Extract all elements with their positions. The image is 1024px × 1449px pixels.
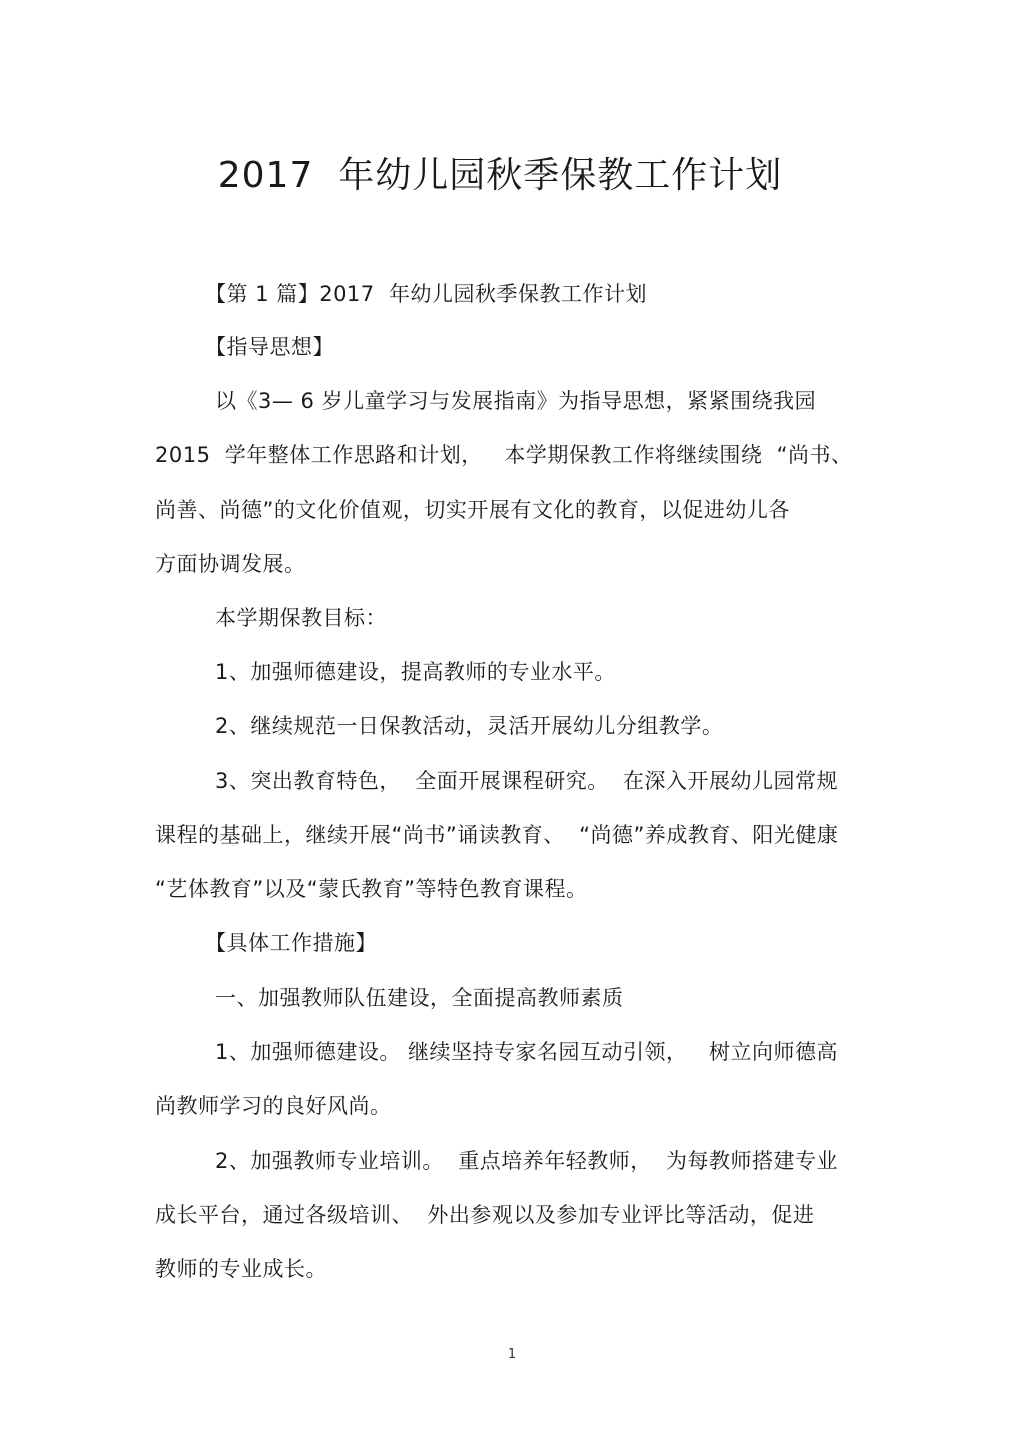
list-item: 1、加强师德建设。 继续坚持专家名园互动引领， 树立向师德高 (215, 1040, 839, 1064)
paragraph-line: 本学期保教目标： (215, 606, 387, 630)
paragraph-line: 尚善、尚德”的文化价值观，切实开展有文化的教育，以促进幼儿各 (155, 498, 790, 522)
paragraph-line: 课程的基础上，继续开展“尚书”诵读教育、 “尚德”养成教育、阳光健康 (155, 823, 839, 847)
paragraph-line: 2015 学年整体工作思路和计划， 本学期保教工作将继续围绕 “尚书、 (155, 443, 853, 467)
paragraph-line: 教师的专业成长。 (155, 1257, 327, 1281)
paragraph-line: 成长平台，通过各级培训、 外出参观以及参加专业评比等活动，促进 (155, 1203, 815, 1227)
paragraph-line: 方面协调发展。 (155, 552, 306, 576)
list-item: 1、加强师德建设，提高教师的专业水平。 (215, 660, 616, 684)
list-item: 3、突出教育特色， 全面开展课程研究。 在深入开展幼儿园常规 (215, 769, 839, 793)
page-number: 1 (507, 1347, 517, 1362)
list-item: 2、继续规范一日保教活动，灵活开展幼儿分组教学。 (215, 714, 724, 738)
list-item: 2、加强教师专业培训。 重点培养年轻教师， 为每教师搭建专业 (215, 1149, 839, 1173)
section-heading: 【具体工作措施】 (205, 931, 377, 955)
paragraph-line: 以《3— 6 岁儿童学习与发展指南》为指导思想，紧紧围绕我园 (215, 389, 817, 413)
document-title: 2017 年幼儿园秋季保教工作计划 (217, 155, 783, 196)
section-heading: 【指导思想】 (205, 335, 334, 359)
paragraph-line: “艺体教育”以及“蒙氏教育”等特色教育课程。 (155, 877, 588, 901)
subsection-heading: 一、加强教师队伍建设，全面提高教师素质 (215, 986, 624, 1010)
paragraph-line: 尚教师学习的良好风尚。 (155, 1094, 392, 1118)
section-label: 【第 1 篇】2017 年幼儿园秋季保教工作计划 (205, 282, 648, 306)
